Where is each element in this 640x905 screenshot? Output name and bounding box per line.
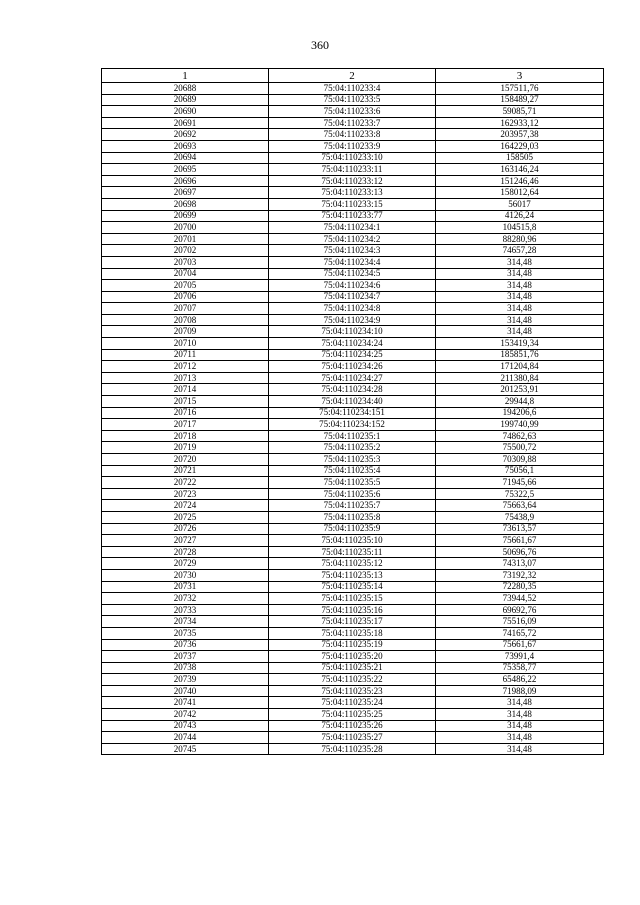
cadastral-number-cell: 75:04:110235:20 (269, 651, 436, 663)
table-row (102, 662, 604, 674)
table-row (102, 546, 604, 558)
table-row (102, 477, 604, 489)
data-table (101, 68, 604, 755)
value-cell: 75322,5 (436, 488, 604, 500)
table-row (102, 83, 604, 95)
table-row (102, 106, 604, 118)
table-row (102, 396, 604, 408)
row-index-cell: 20707 (102, 303, 269, 315)
row-index-cell: 20699 (102, 210, 269, 222)
value-cell: 75500,72 (436, 442, 604, 454)
value-cell: 314,48 (436, 268, 604, 280)
cadastral-number-cell: 75:04:110234:28 (269, 384, 436, 396)
table-row (102, 117, 604, 129)
table-row (102, 210, 604, 222)
table-row (102, 569, 604, 581)
table-row (102, 523, 604, 535)
cadastral-number-cell: 75:04:110235:13 (269, 569, 436, 581)
cadastral-number-cell: 75:04:110234:8 (269, 303, 436, 315)
row-index-cell: 20721 (102, 465, 269, 477)
value-cell: 75663,64 (436, 500, 604, 512)
row-index-cell: 20725 (102, 511, 269, 523)
row-index-cell: 20709 (102, 326, 269, 338)
row-index-cell: 20739 (102, 674, 269, 686)
table-row (102, 465, 604, 477)
value-cell: 314,48 (436, 697, 604, 709)
table-row (102, 222, 604, 234)
value-cell: 74657,28 (436, 245, 604, 257)
table-row (102, 488, 604, 500)
row-index-cell: 20720 (102, 454, 269, 466)
value-cell: 104515,8 (436, 222, 604, 234)
table-row (102, 743, 604, 755)
value-cell: 194206,6 (436, 407, 604, 419)
table-row (102, 326, 604, 338)
cadastral-number-cell: 75:04:110235:4 (269, 465, 436, 477)
cadastral-number-cell: 75:04:110235:17 (269, 616, 436, 628)
table-row (102, 384, 604, 396)
value-cell: 73192,32 (436, 569, 604, 581)
cadastral-number-cell: 75:04:110233:5 (269, 94, 436, 106)
value-cell: 50696,76 (436, 546, 604, 558)
cadastral-number-cell: 75:04:110235:22 (269, 674, 436, 686)
row-index-cell: 20722 (102, 477, 269, 489)
value-cell: 75516,09 (436, 616, 604, 628)
value-cell: 158012,64 (436, 187, 604, 199)
table-row (102, 604, 604, 616)
cadastral-number-cell: 75:04:110235:26 (269, 720, 436, 732)
value-cell: 158505 (436, 152, 604, 164)
cadastral-number-cell: 75:04:110235:25 (269, 709, 436, 721)
cadastral-number-cell: 75:04:110233:10 (269, 152, 436, 164)
cadastral-number-cell: 75:04:110234:2 (269, 233, 436, 245)
value-cell: 72280,35 (436, 581, 604, 593)
row-index-cell: 20690 (102, 106, 269, 118)
value-cell: 73991,4 (436, 651, 604, 663)
value-cell: 71945,66 (436, 477, 604, 489)
table-row (102, 187, 604, 199)
value-cell: 73944,52 (436, 593, 604, 605)
row-index-cell: 20710 (102, 338, 269, 350)
value-cell: 314,48 (436, 709, 604, 721)
value-cell: 74165,72 (436, 627, 604, 639)
row-index-cell: 20712 (102, 361, 269, 373)
cadastral-number-cell: 75:04:110234:25 (269, 349, 436, 361)
column-header: 1 (102, 69, 269, 83)
row-index-cell: 20701 (102, 233, 269, 245)
value-cell: 56017 (436, 198, 604, 210)
row-index-cell: 20733 (102, 604, 269, 616)
value-cell: 314,48 (436, 256, 604, 268)
cadastral-number-cell: 75:04:110233:15 (269, 198, 436, 210)
value-cell: 314,48 (436, 743, 604, 755)
value-cell: 75438,9 (436, 511, 604, 523)
value-cell: 314,48 (436, 291, 604, 303)
table-row (102, 349, 604, 361)
value-cell: 71988,09 (436, 685, 604, 697)
value-cell: 69692,76 (436, 604, 604, 616)
value-cell: 162933,12 (436, 117, 604, 129)
row-index-cell: 20689 (102, 94, 269, 106)
cadastral-number-cell: 75:04:110234:9 (269, 314, 436, 326)
value-cell: 153419,34 (436, 338, 604, 350)
row-index-cell: 20692 (102, 129, 269, 141)
row-index-cell: 20745 (102, 743, 269, 755)
cadastral-number-cell: 75:04:110233:13 (269, 187, 436, 199)
value-cell: 314,48 (436, 303, 604, 315)
table-row (102, 407, 604, 419)
table-row (102, 129, 604, 141)
table-row (102, 280, 604, 292)
cadastral-number-cell: 75:04:110235:18 (269, 627, 436, 639)
value-cell: 59085,71 (436, 106, 604, 118)
table-row (102, 535, 604, 547)
cadastral-number-cell: 75:04:110233:11 (269, 164, 436, 176)
table-body (102, 83, 604, 755)
row-index-cell: 20727 (102, 535, 269, 547)
row-index-cell: 20708 (102, 314, 269, 326)
row-index-cell: 20703 (102, 256, 269, 268)
cadastral-number-cell: 75:04:110235:23 (269, 685, 436, 697)
table-row (102, 558, 604, 570)
table-row (102, 175, 604, 187)
row-index-cell: 20696 (102, 175, 269, 187)
cadastral-number-cell: 75:04:110235:21 (269, 662, 436, 674)
value-cell: 88280,96 (436, 233, 604, 245)
cadastral-number-cell: 75:04:110234:27 (269, 372, 436, 384)
row-index-cell: 20704 (102, 268, 269, 280)
row-index-cell: 20732 (102, 593, 269, 605)
row-index-cell: 20698 (102, 198, 269, 210)
row-index-cell: 20741 (102, 697, 269, 709)
value-cell: 314,48 (436, 732, 604, 744)
row-index-cell: 20715 (102, 396, 269, 408)
table-row (102, 164, 604, 176)
table-row (102, 709, 604, 721)
value-cell: 163146,24 (436, 164, 604, 176)
cadastral-number-cell: 75:04:110234:26 (269, 361, 436, 373)
cadastral-number-cell: 75:04:110233:6 (269, 106, 436, 118)
row-index-cell: 20718 (102, 430, 269, 442)
row-index-cell: 20743 (102, 720, 269, 732)
row-index-cell: 20728 (102, 546, 269, 558)
table-row (102, 442, 604, 454)
cadastral-number-cell: 75:04:110234:152 (269, 419, 436, 431)
row-index-cell: 20716 (102, 407, 269, 419)
row-index-cell: 20737 (102, 651, 269, 663)
cadastral-number-cell: 75:04:110235:16 (269, 604, 436, 616)
cadastral-number-cell: 75:04:110235:10 (269, 535, 436, 547)
value-cell: 201253,91 (436, 384, 604, 396)
cadastral-number-cell: 75:04:110235:7 (269, 500, 436, 512)
row-index-cell: 20693 (102, 140, 269, 152)
table-row (102, 268, 604, 280)
value-cell: 157511,76 (436, 83, 604, 95)
table-row (102, 593, 604, 605)
table-row (102, 419, 604, 431)
table-row (102, 372, 604, 384)
row-index-cell: 20740 (102, 685, 269, 697)
cadastral-number-cell: 75:04:110235:28 (269, 743, 436, 755)
value-cell: 74313,07 (436, 558, 604, 570)
table-row (102, 303, 604, 315)
value-cell: 29944,8 (436, 396, 604, 408)
row-index-cell: 20742 (102, 709, 269, 721)
cadastral-number-cell: 75:04:110235:12 (269, 558, 436, 570)
row-index-cell: 20713 (102, 372, 269, 384)
row-index-cell: 20691 (102, 117, 269, 129)
cadastral-number-cell: 75:04:110234:24 (269, 338, 436, 350)
cadastral-number-cell: 75:04:110234:6 (269, 280, 436, 292)
page-number: 360 (311, 38, 329, 52)
row-index-cell: 20734 (102, 616, 269, 628)
cadastral-number-cell: 75:04:110234:1 (269, 222, 436, 234)
value-cell: 74862,63 (436, 430, 604, 442)
table-row (102, 616, 604, 628)
table-row (102, 627, 604, 639)
value-cell: 171204,84 (436, 361, 604, 373)
cadastral-number-cell: 75:04:110233:12 (269, 175, 436, 187)
table-row (102, 430, 604, 442)
cadastral-number-cell: 75:04:110235:15 (269, 593, 436, 605)
table-row (102, 291, 604, 303)
row-index-cell: 20719 (102, 442, 269, 454)
cadastral-number-cell: 75:04:110234:4 (269, 256, 436, 268)
row-index-cell: 20726 (102, 523, 269, 535)
row-index-cell: 20700 (102, 222, 269, 234)
value-cell: 314,48 (436, 326, 604, 338)
value-cell: 75358,77 (436, 662, 604, 674)
value-cell: 65486,22 (436, 674, 604, 686)
value-cell: 4126,24 (436, 210, 604, 222)
cadastral-number-cell: 75:04:110233:77 (269, 210, 436, 222)
value-cell: 314,48 (436, 280, 604, 292)
row-index-cell: 20736 (102, 639, 269, 651)
row-index-cell: 20688 (102, 83, 269, 95)
table-row (102, 581, 604, 593)
value-cell: 75661,67 (436, 639, 604, 651)
value-cell: 151246,46 (436, 175, 604, 187)
cadastral-number-cell: 75:04:110235:24 (269, 697, 436, 709)
row-index-cell: 20724 (102, 500, 269, 512)
row-index-cell: 20744 (102, 732, 269, 744)
table-row (102, 245, 604, 257)
cadastral-number-cell: 75:04:110235:1 (269, 430, 436, 442)
table-row (102, 338, 604, 350)
cadastral-number-cell: 75:04:110233:8 (269, 129, 436, 141)
row-index-cell: 20702 (102, 245, 269, 257)
table-row (102, 361, 604, 373)
row-index-cell: 20723 (102, 488, 269, 500)
table-row (102, 152, 604, 164)
cadastral-number-cell: 75:04:110235:9 (269, 523, 436, 535)
table-row (102, 500, 604, 512)
value-cell: 158489,27 (436, 94, 604, 106)
cadastral-number-cell: 75:04:110235:6 (269, 488, 436, 500)
table-row (102, 651, 604, 663)
cadastral-number-cell: 75:04:110235:19 (269, 639, 436, 651)
cadastral-number-cell: 75:04:110235:27 (269, 732, 436, 744)
row-index-cell: 20729 (102, 558, 269, 570)
table-row (102, 674, 604, 686)
row-index-cell: 20705 (102, 280, 269, 292)
table-row (102, 256, 604, 268)
cadastral-number-cell: 75:04:110235:5 (269, 477, 436, 489)
value-cell: 75056,1 (436, 465, 604, 477)
row-index-cell: 20738 (102, 662, 269, 674)
row-index-cell: 20695 (102, 164, 269, 176)
table-row (102, 94, 604, 106)
table-row (102, 639, 604, 651)
table-row (102, 233, 604, 245)
table-row (102, 454, 604, 466)
cadastral-number-cell: 75:04:110235:14 (269, 581, 436, 593)
table-row (102, 697, 604, 709)
column-header: 2 (269, 69, 436, 83)
value-cell: 203957,38 (436, 129, 604, 141)
table-row (102, 140, 604, 152)
row-index-cell: 20717 (102, 419, 269, 431)
row-index-cell: 20730 (102, 569, 269, 581)
cadastral-number-cell: 75:04:110234:5 (269, 268, 436, 280)
cadastral-number-cell: 75:04:110233:7 (269, 117, 436, 129)
table-header-row (102, 69, 604, 83)
row-index-cell: 20714 (102, 384, 269, 396)
row-index-cell: 20697 (102, 187, 269, 199)
table-row (102, 314, 604, 326)
cadastral-number-cell: 75:04:110234:10 (269, 326, 436, 338)
row-index-cell: 20735 (102, 627, 269, 639)
value-cell: 73613,57 (436, 523, 604, 535)
cadastral-number-cell: 75:04:110234:3 (269, 245, 436, 257)
value-cell: 164229,03 (436, 140, 604, 152)
cadastral-number-cell: 75:04:110233:4 (269, 83, 436, 95)
cadastral-number-cell: 75:04:110234:151 (269, 407, 436, 419)
cadastral-number-cell: 75:04:110235:3 (269, 454, 436, 466)
table-row (102, 732, 604, 744)
value-cell: 75661,67 (436, 535, 604, 547)
row-index-cell: 20731 (102, 581, 269, 593)
cadastral-number-cell: 75:04:110235:8 (269, 511, 436, 523)
value-cell: 70309,88 (436, 454, 604, 466)
value-cell: 185851,76 (436, 349, 604, 361)
cadastral-number-cell: 75:04:110233:9 (269, 140, 436, 152)
value-cell: 314,48 (436, 720, 604, 732)
cadastral-number-cell: 75:04:110234:40 (269, 396, 436, 408)
table-row (102, 685, 604, 697)
value-cell: 314,48 (436, 314, 604, 326)
table-row (102, 511, 604, 523)
cadastral-number-cell: 75:04:110235:11 (269, 546, 436, 558)
table-row (102, 720, 604, 732)
value-cell: 211380,84 (436, 372, 604, 384)
cadastral-number-cell: 75:04:110235:2 (269, 442, 436, 454)
row-index-cell: 20706 (102, 291, 269, 303)
row-index-cell: 20711 (102, 349, 269, 361)
table-row (102, 198, 604, 210)
cadastral-number-cell: 75:04:110234:7 (269, 291, 436, 303)
column-header: 3 (436, 69, 604, 83)
value-cell: 199740,99 (436, 419, 604, 431)
row-index-cell: 20694 (102, 152, 269, 164)
